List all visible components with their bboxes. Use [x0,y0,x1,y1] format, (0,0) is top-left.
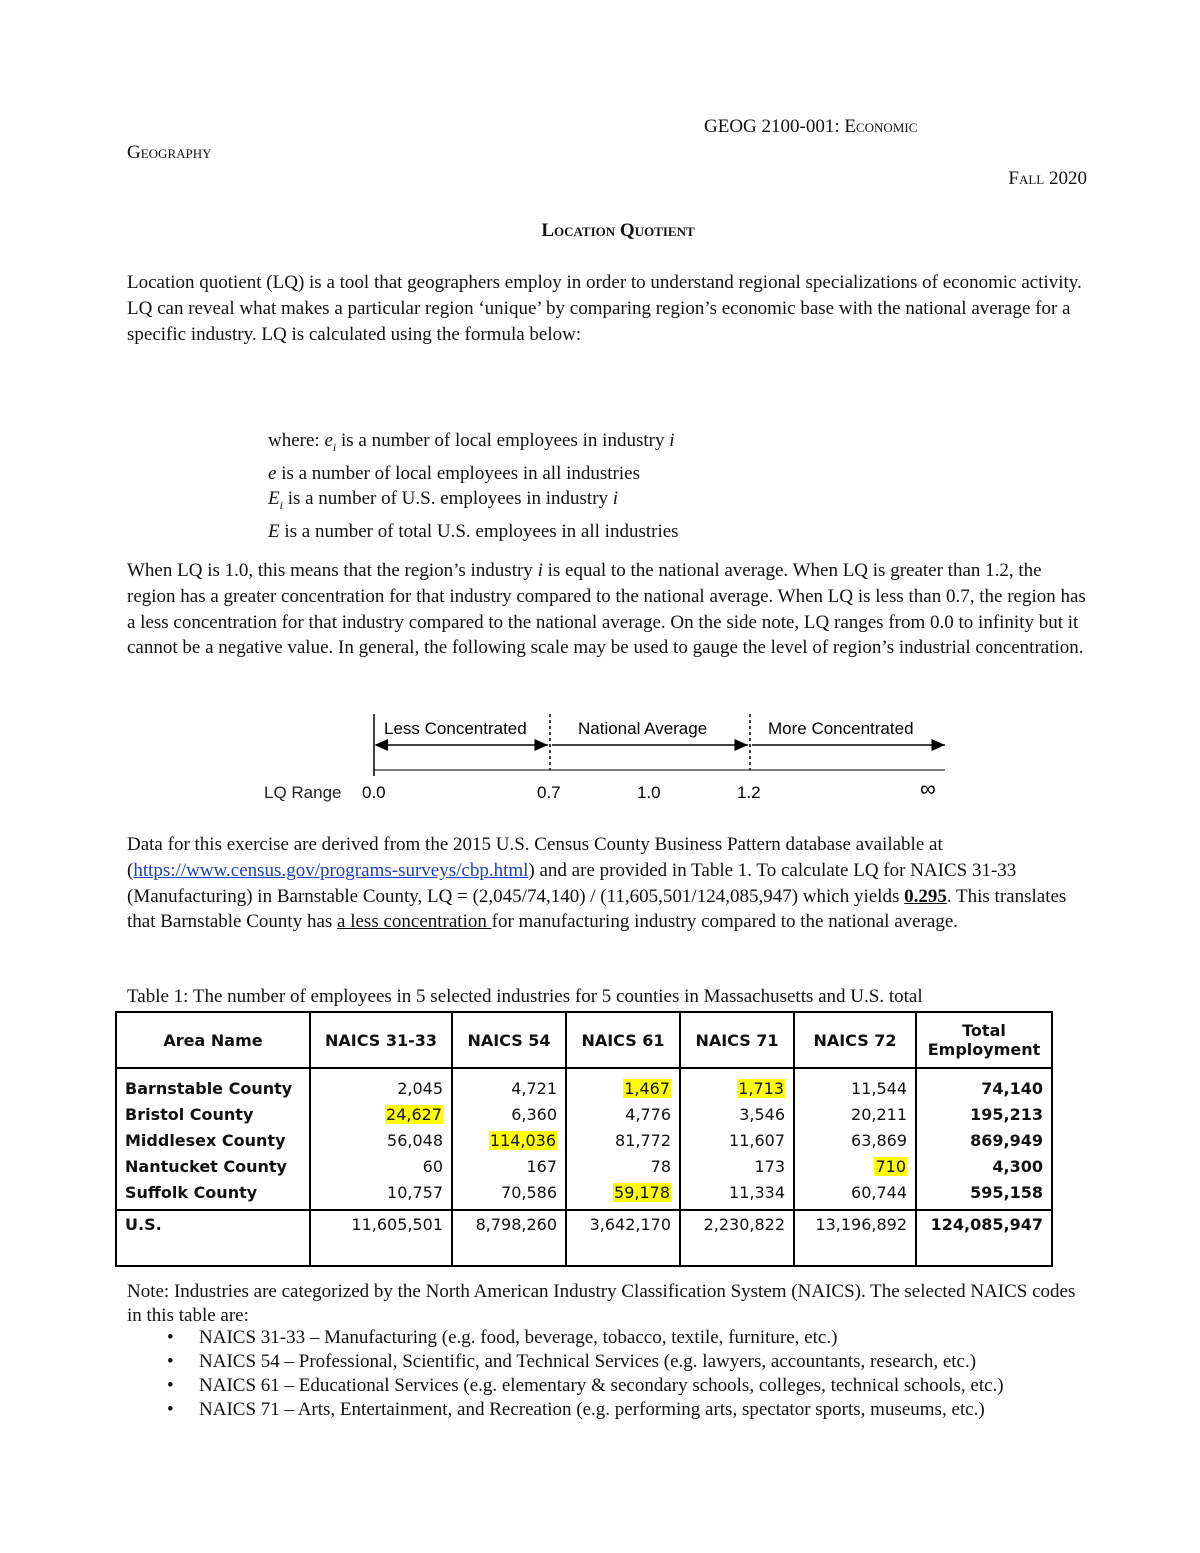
value-cell: 167 [452,1153,566,1179]
value-cell [566,1068,680,1101]
column-header: NAICS 31-33 [310,1012,452,1068]
value-cell: 6,360 [452,1101,566,1127]
value-cell: 13,196,892 [794,1210,916,1266]
value-cell [680,1068,794,1101]
naics-note: Note: Industries are categorized by the North American Industry Classification System (NAICS). The selected NAICS codes in this table are: [127,1281,1076,1326]
list-item: • NAICS 71 – Arts, Entertainment, and Recreation (e.g. performing arts, spectator sports, museums, etc.) [167,1399,985,1420]
area-name: Suffolk County [116,1179,310,1210]
lq-scale-diagram [255,708,975,808]
intro-paragraph: Location quotient (LQ) is a tool that geographers employ in order to understand regional specializations of economic activity. LQ can reveal what makes a particular region ‘unique’ by comparing region’s economic base with the national average for a specific industry. LQ is calculated using the formula below: [127,272,1082,345]
value-cell: 78 [566,1153,680,1179]
value-cell: 56,048 [310,1127,452,1153]
bullet-icon: • [167,1327,174,1348]
us-total-row [116,1210,1052,1266]
value-cell: 10,757 [310,1179,452,1210]
value-cell: 60,744 [794,1179,916,1210]
bullet-icon: • [167,1375,174,1396]
value-cell: 3,642,170 [566,1210,680,1266]
highlighted-value: 1,467 [624,1078,670,1098]
zone-avg-label: National Average [578,719,708,738]
value-cell: 70,586 [452,1179,566,1210]
data-paragraph: Data for this exercise are derived from the 2015 U.S. Census County Business Pattern database available at (https://www.census.gov/programs-surveys/cbp.html) and are provided in Table 1. To calculate LQ for NAICS 31-33 (Manufacturing) in Barnstable County, LQ = (2,045/74,140) / (11,605,501/124,085,947) which yields 0.295. This translates that Barnstable County has a less concentration for manufacturing industry compared to the national average. [127,834,1067,933]
highlighted-value: 59,178 [614,1182,670,1202]
list-item: • NAICS 31-33 – Manufacturing (e.g. food, beverage, tobacco, textile, furniture, etc.) [167,1327,838,1348]
total-cell: 195,213 [916,1101,1052,1127]
value-cell: 11,605,501 [310,1210,452,1266]
definition-line: $E_i$ is a number of U.S. employees in industry i [268,488,619,513]
table-caption: Table 1: The number of employees in 5 selected industries for 5 counties in Massachusetts and U.S. total [127,986,923,1007]
value-cell [566,1179,680,1210]
total-cell: 124,085,947 [916,1210,1052,1266]
definition-line: E is a number of total U.S. employees in all industries [268,520,679,542]
range-label: LQ Range [264,783,342,802]
employment-table [115,1011,1053,1267]
area-name: Middlesex County [116,1127,310,1153]
tick-label: 0.7 [537,783,561,802]
tick-label: 1.0 [637,783,661,802]
value-cell: 8,798,260 [452,1210,566,1266]
highlighted-value: 1,713 [738,1078,784,1098]
tick-label: 1.2 [737,783,761,802]
variable-definitions [268,428,679,545]
highlighted-value: 710 [875,1156,906,1176]
explanation-paragraph: When LQ is 1.0, this means that the region’s industry i is equal to the national average. When LQ is greater than 1.2, the region has a greater concentration for that industry compared to the national average. When LQ is less than 0.7, the region has a less concentration for that industry compared to the national average. On the side note, LQ ranges from 0.0 to infinity but it cannot be a negative value. In general, the following scale may be used to gauge the level of region’s industrial concentration. [127,560,1086,659]
table-row [116,1127,1052,1153]
value-cell: 20,211 [794,1101,916,1127]
definition-line: e is a number of local employees in all industries [268,462,640,484]
value-cell: 11,607 [680,1127,794,1153]
highlighted-value: 24,627 [386,1104,442,1124]
table-header-row [116,1012,1052,1068]
value-cell: 173 [680,1153,794,1179]
tick-label: ∞ [920,776,936,801]
definition-line: where: $e_i$ is a number of local employees in industry i [268,430,675,454]
column-header: Area Name [116,1012,310,1068]
value-cell: 4,776 [566,1101,680,1127]
naics-list [155,1326,1004,1422]
value-cell: 2,230,822 [680,1210,794,1266]
zone-less-label: Less Concentrated [384,719,527,738]
value-cell [310,1101,452,1127]
value-cell: 11,544 [794,1068,916,1101]
column-header: NAICS 71 [680,1012,794,1068]
bullet-icon: • [167,1399,174,1420]
bullet-icon: • [167,1351,174,1372]
total-cell: 74,140 [916,1068,1052,1101]
column-header: NAICS 54 [452,1012,566,1068]
value-cell [452,1127,566,1153]
list-item: • NAICS 61 – Educational Services (e.g. elementary & secondary schools, colleges, technical schools, etc.) [167,1375,1004,1396]
tick-label: 0.0 [362,783,386,802]
value-cell: 3,546 [680,1101,794,1127]
value-cell: 2,045 [310,1068,452,1101]
list-item: • NAICS 54 – Professional, Scientific, and Technical Services (e.g. lawyers, accountants, research, etc.) [167,1351,977,1372]
highlighted-value: 114,036 [489,1130,556,1150]
total-cell: 595,158 [916,1179,1052,1210]
column-header: NAICS 72 [794,1012,916,1068]
course-header: GEOG 2100-001: Economic [704,116,918,137]
table-row [116,1068,1052,1101]
value-cell: 11,334 [680,1179,794,1210]
value-cell [794,1153,916,1179]
area-name: Nantucket County [116,1153,310,1179]
value-cell: 81,772 [566,1127,680,1153]
table-row [116,1153,1052,1179]
area-name: Barnstable County [116,1068,310,1101]
total-cell: 869,949 [916,1127,1052,1153]
lq-result: 0.295 [904,885,947,907]
course-header-continued: Geography [127,142,212,163]
page-title: Location Quotient [541,220,695,241]
column-header: NAICS 61 [566,1012,680,1068]
value-cell: 63,869 [794,1127,916,1153]
census-link[interactable]: https://www.census.gov/programs-surveys/cbp.html [133,859,529,881]
value-cell: 60 [310,1153,452,1179]
table-row [116,1179,1052,1210]
area-name: U.S. [116,1210,310,1266]
value-cell: 4,721 [452,1068,566,1101]
total-cell: 4,300 [916,1153,1052,1179]
column-header: Total Employment [916,1012,1052,1068]
term-label: Fall 2020 [1008,168,1087,189]
table-row [116,1101,1052,1127]
area-name: Bristol County [116,1101,310,1127]
zone-more-label: More Concentrated [768,719,914,738]
